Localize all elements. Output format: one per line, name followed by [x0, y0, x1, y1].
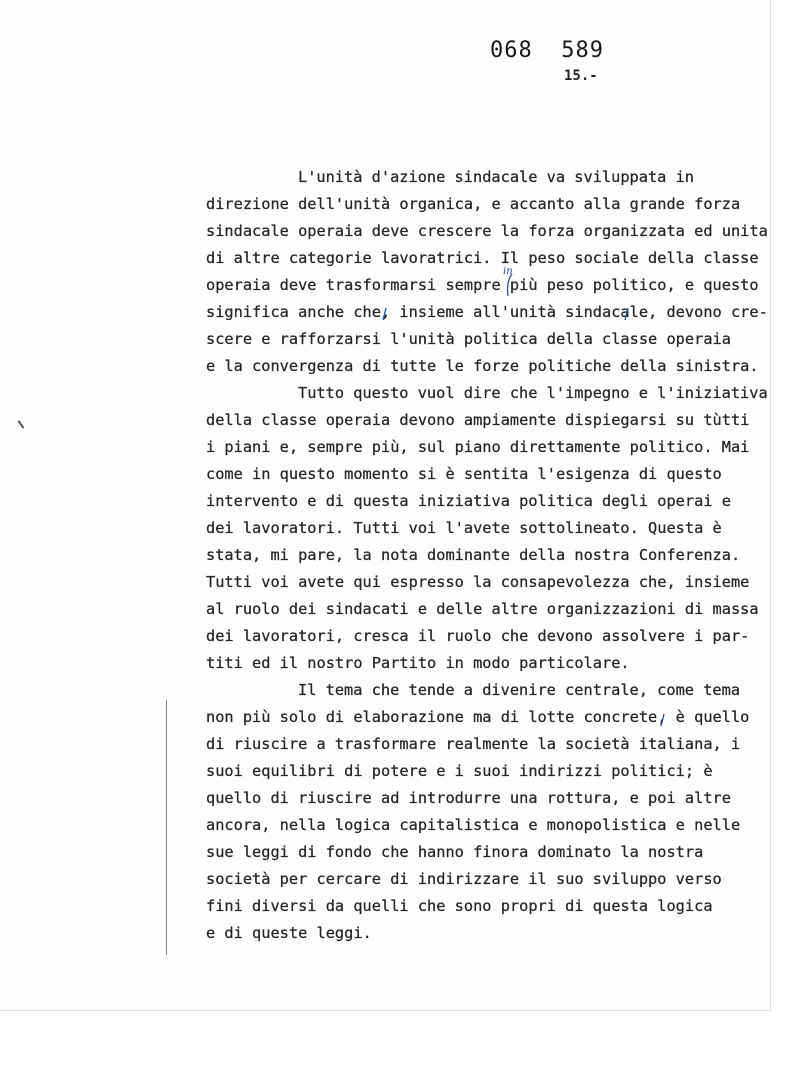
text-line: operaia deve trasformarsi sempre più peso politico, e questo — [206, 276, 759, 294]
text-line: L'unità d'azione sindacale va sviluppata in — [298, 168, 695, 186]
text-line: significa anche che, insieme all'unità sindacale, devono cre- — [206, 303, 768, 321]
text-line: e di queste leggi. — [206, 924, 372, 942]
text-line: della classe operaia devono ampiamente dispiegarsi su tùtti — [206, 411, 750, 429]
pen-comma-mark — [658, 712, 668, 728]
text-line: i piani e, sempre più, sul piano direttamente politico. Mai — [206, 438, 750, 456]
margin-pencil-line — [166, 700, 167, 955]
text-line: scere e rafforzarsi l'unità politica della classe operaia — [206, 330, 731, 348]
text-line: suoi equilibri di potere e i suoi indirizzi politici; è — [206, 762, 713, 780]
text-line: stata, mi pare, la nota dominante della nostra Conferenza. — [206, 546, 741, 564]
text-line: dei lavoratori, cresca il ruolo che devono assolvere i par- — [206, 627, 750, 645]
text-line: ancora, nella logica capitalistica e monopolistica e nelle — [206, 816, 741, 834]
text-line: Tutto questo vuol dire che l'impegno e l'iniziativa — [298, 384, 768, 402]
text-line: società per cercare di indirizzare il suo sviluppo verso — [206, 870, 722, 888]
text-line: di riuscire a trasformare realmente la società italiana, i — [206, 735, 741, 753]
page-number: 15.- — [564, 68, 598, 84]
text-line: sue leggi di fondo che hanno finora dominato la nostra — [206, 843, 704, 861]
text-line: titi ed il nostro Partito in modo particolare. — [206, 654, 630, 672]
text-line: sindacale operaia deve crescere la forza organizzata ed unita — [206, 222, 768, 240]
text-line: quello di riuscire ad introdurre una rottura, e poi altre — [206, 789, 731, 807]
text-line: non più solo di elaborazione ma di lotte concrete, è quello — [206, 708, 750, 726]
text-line: direzione dell'unità organica, e accanto alla grande forza — [206, 195, 741, 213]
text-line: Tutti voi avete qui espresso la consapevolezza che, insieme — [206, 573, 750, 591]
text-line: come in questo momento si è sentita l'esigenza di questo — [206, 465, 722, 483]
text-line: intervento e di questa iniziativa politica degli operai e — [206, 492, 731, 510]
pen-comma-mark — [622, 306, 632, 322]
text-line: al ruolo dei sindacati e delle altre organizzazioni di massa — [206, 600, 759, 618]
document-number: 068 589 — [490, 38, 604, 63]
text-line: di altre categorie lavoratrici. Il peso sociale della classe — [206, 249, 759, 267]
text-line: e la convergenza di tutte le forze politiche della sinistra. — [206, 357, 759, 375]
handwritten-insertion: in — [503, 266, 513, 277]
edge-tick-mark — [18, 420, 25, 429]
pen-comma-mark — [380, 306, 390, 322]
text-line: dei lavoratori. Tutti voi l'avete sottolineato. Questa è — [206, 519, 722, 537]
pen-insertion-mark — [500, 272, 516, 298]
text-line: fini diversi da quelli che sono propri di questa logica — [206, 897, 713, 915]
text-line: Il tema che tende a divenire centrale, come tema — [298, 681, 741, 699]
